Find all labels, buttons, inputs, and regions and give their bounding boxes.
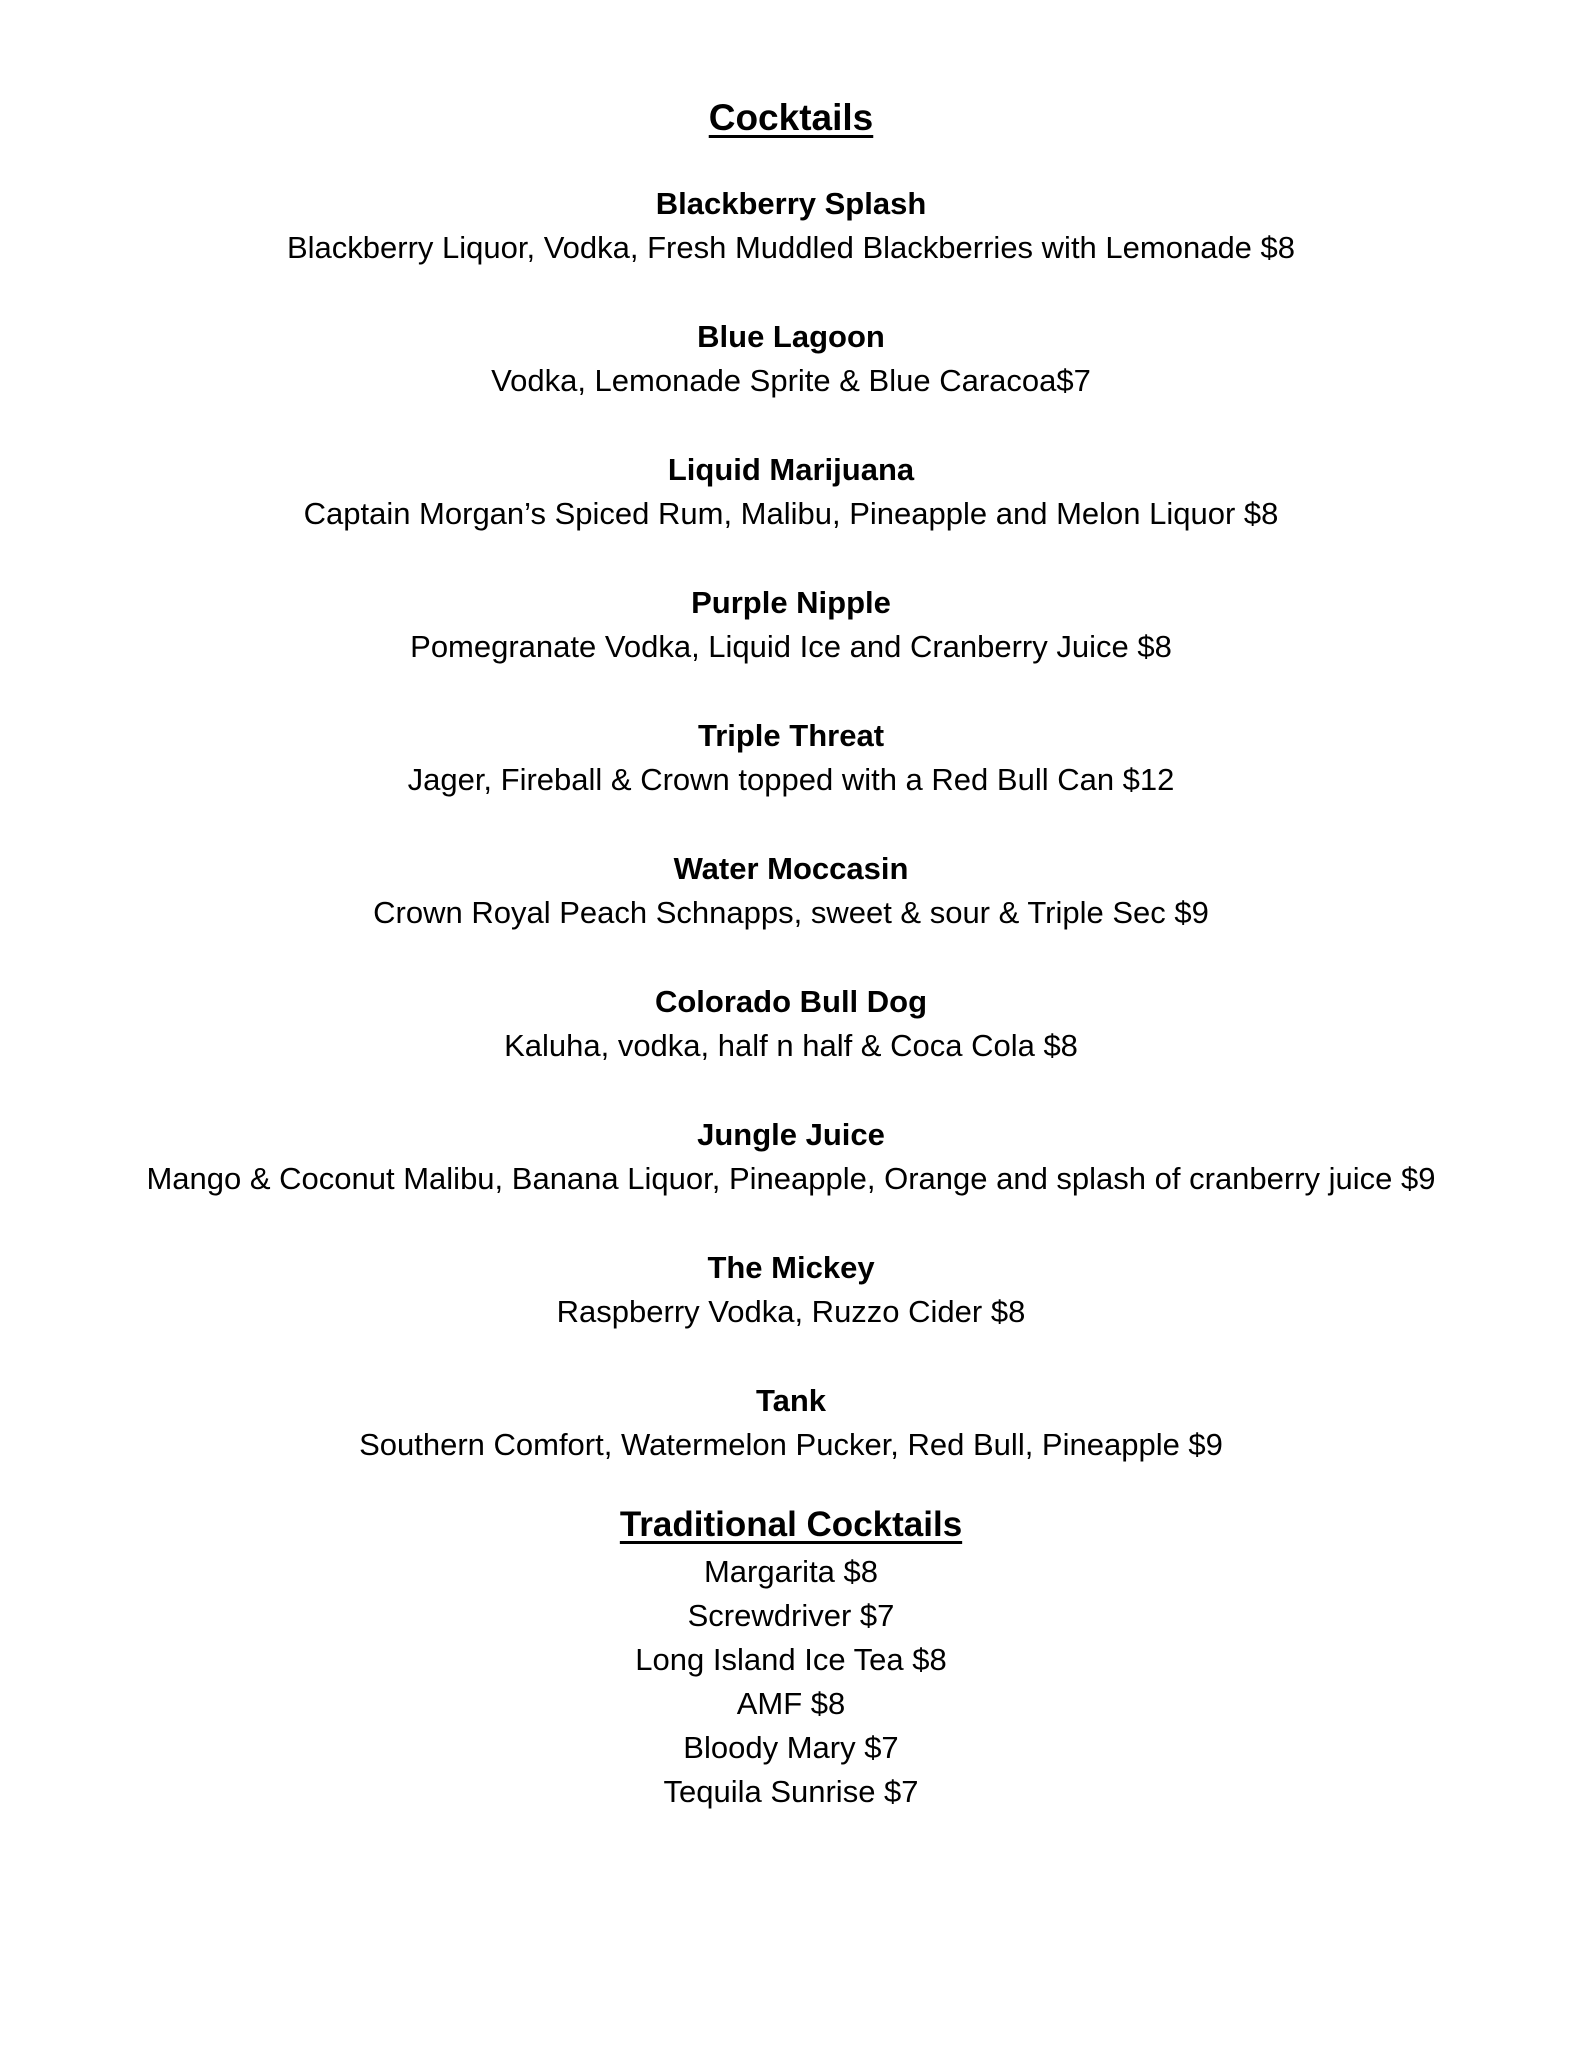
traditional-cocktails-list	[0, 1550, 1582, 1814]
cocktail-description: Raspberry Vodka, Ruzzo Cider $8	[556, 1294, 1026, 1329]
cocktail-item	[0, 714, 1582, 802]
cocktail-item	[0, 1379, 1582, 1467]
cocktail-name: Water Moccasin	[673, 851, 909, 886]
cocktail-item	[0, 1246, 1582, 1334]
cocktail-description: Captain Morgan’s Spiced Rum, Malibu, Pineapple and Melon Liquor $8	[303, 496, 1279, 531]
cocktails-heading: Cocktails	[708, 97, 874, 138]
cocktail-list	[0, 182, 1582, 1467]
cocktail-name: Liquid Marijuana	[667, 452, 915, 487]
cocktail-name: The Mickey	[707, 1250, 875, 1285]
cocktail-name: Jungle Juice	[697, 1117, 885, 1152]
cocktail-description: Blackberry Liquor, Vodka, Fresh Muddled Blackberries with Lemonade $8	[286, 230, 1296, 265]
traditional-cocktails-heading: Traditional Cocktails	[619, 1505, 963, 1544]
cocktail-description: Southern Comfort, Watermelon Pucker, Red Bull, Pineapple $9	[359, 1427, 1223, 1462]
cocktail-description: Jager, Fireball & Crown topped with a Red Bull Can $12	[407, 762, 1175, 797]
cocktail-name: Blackberry Splash	[655, 186, 927, 221]
cocktail-description: Kaluha, vodka, half n half & Coca Cola $8	[504, 1028, 1078, 1063]
cocktail-name: Tank	[755, 1383, 827, 1418]
cocktail-item	[0, 581, 1582, 669]
cocktail-description: Vodka, Lemonade Sprite & Blue Caracoa$7	[491, 363, 1091, 398]
cocktail-name: Colorado Bull Dog	[654, 984, 928, 1019]
cocktail-description: Mango & Coconut Malibu, Banana Liquor, Pineapple, Orange and splash of cranberry juice $9	[146, 1161, 1436, 1196]
traditional-cocktails-section	[0, 1500, 1582, 1814]
cocktail-description: Pomegranate Vodka, Liquid Ice and Cranberry Juice $8	[410, 629, 1172, 664]
traditional-cocktail-item: Margarita $8	[703, 1554, 879, 1589]
cocktail-name: Purple Nipple	[691, 585, 891, 620]
cocktail-item	[0, 182, 1582, 270]
cocktail-item	[0, 980, 1582, 1068]
cocktail-name: Triple Threat	[697, 718, 885, 753]
cocktail-item	[0, 448, 1582, 536]
traditional-cocktail-item: Tequila Sunrise $7	[663, 1774, 919, 1809]
traditional-cocktail-item: Long Island Ice Tea $8	[635, 1642, 947, 1677]
traditional-cocktail-item: AMF $8	[736, 1686, 846, 1721]
cocktail-name: Blue Lagoon	[697, 319, 885, 354]
cocktail-item	[0, 1113, 1582, 1201]
cocktail-description: Crown Royal Peach Schnapps, sweet & sour & Triple Sec $9	[373, 895, 1209, 930]
cocktail-item	[0, 315, 1582, 403]
traditional-cocktail-item: Bloody Mary $7	[683, 1730, 899, 1765]
traditional-cocktail-item: Screwdriver $7	[687, 1598, 895, 1633]
cocktail-item	[0, 847, 1582, 935]
